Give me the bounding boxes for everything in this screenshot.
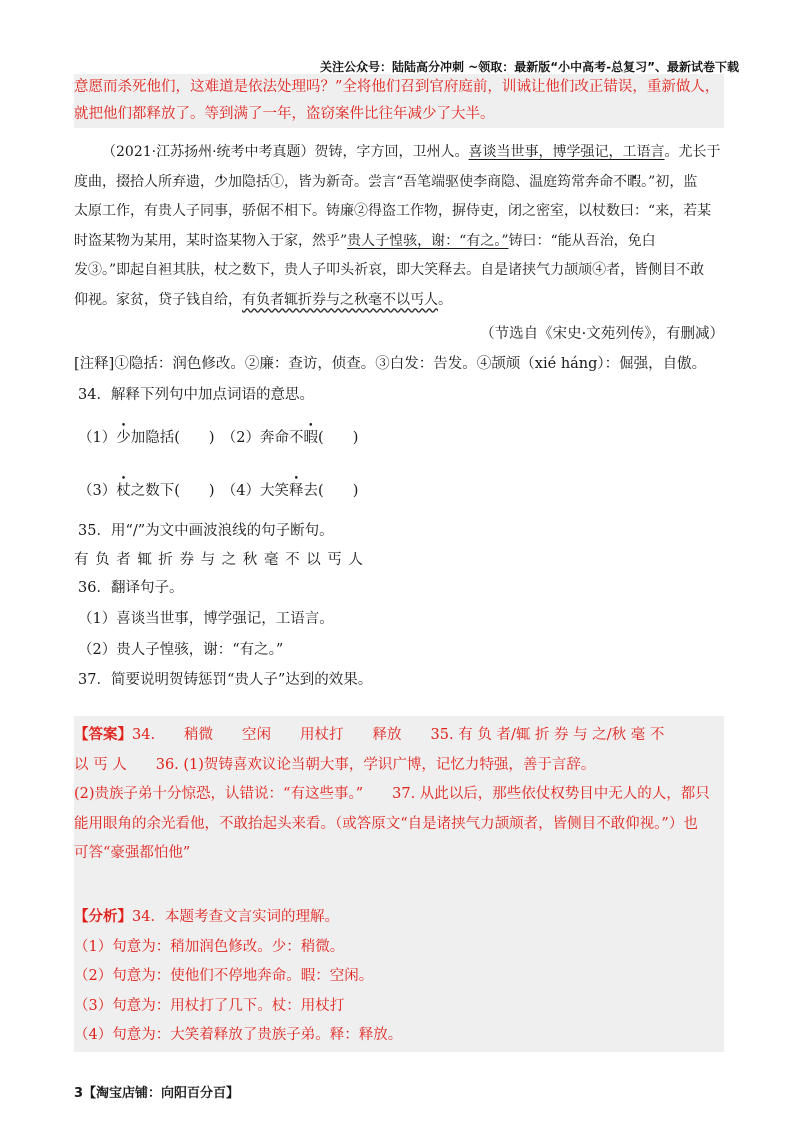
question-34-items-row1 [78, 426, 358, 447]
wavy-underlined-sentence: 有负者辄折券与之秋毫不以丐人 [242, 291, 438, 308]
passage-notes: [注释]①隐括：润色修改。②廉：查访，侦查。③白发：告发。④颉颃（xié háng）：倔强，自傲。 [74, 356, 707, 372]
passage-line [74, 286, 724, 316]
item-text: 去( ) [303, 483, 359, 499]
analysis-line [74, 902, 724, 933]
passage-text: （2021·江苏扬州·统考中考真题）贺铸，字方回，卫州人。 [102, 144, 469, 160]
answer-line: 可答“豪强都怕他” [74, 845, 191, 861]
previous-answer-line: 意愿而杀死他们，这难道是依法处理吗？”全将他们召到官府庭前，训诫让他们改正错误，重新做人， [74, 79, 720, 95]
passage-line [74, 138, 724, 168]
passage-source: （节选自《宋史·文苑列传》，有删减） [480, 326, 724, 342]
passage-text: 。 [438, 291, 452, 308]
item-text: （1） [78, 430, 117, 446]
dotted-word: 杖 [116, 483, 131, 499]
question-34: 34．解释下列句中加点词语的意思。 [78, 387, 314, 403]
passage-text: 时盗某物为某用，某时盗某物入于家，然乎” [74, 232, 348, 249]
analysis-line: （1）句意为：稍加润色修改。少：稍微。 [74, 938, 345, 955]
item-text: ( ) [318, 430, 359, 446]
answer-label: 【答案】 [74, 726, 132, 743]
answer-block [74, 716, 724, 898]
answer-line: 能用眼角的余光看他，不敢抬起头来看。（或答原文“自是诸挟气力颉颃者，皆侧目不敢仰视。”）也 [74, 815, 698, 832]
dotted-word: 暇 [303, 430, 319, 446]
dotted-word: 暇 • [627, 174, 641, 190]
underlined-sentence: 喜谈当世事，博学强记，工语言 [468, 144, 665, 160]
passage-text: 。尤长于 [664, 144, 721, 160]
passage-line: 发③。”即起自袒其肤，杖之数下，贵人子叩头祈哀，即大笑释去。自是诸挟气力颉颃④者，皆侧目不敢 [74, 262, 705, 278]
passage-line [74, 168, 724, 198]
question-35: 35．用“/”为文中画波浪线的句子断句。 [78, 523, 334, 539]
answer-text: 34. 稍微 空闲 用杖打 释放 35. 有 负 者/辄 折 券 与 之/秋 毫 不 [132, 727, 665, 743]
passage-text: 度曲，掇拾人所弃遗， [74, 173, 214, 190]
question-36: 36．翻译句子。 [78, 580, 184, 596]
underlined-sentence: 贵人子惶骇，谢：“有之。” [347, 232, 509, 249]
answer-line [74, 720, 724, 751]
analysis-block [74, 898, 724, 1052]
dotted-word: 少 [116, 430, 131, 446]
passage-text: 铸曰：“能从吾治，免白 [508, 232, 656, 249]
dotted-word: 少 • [214, 174, 228, 190]
question-36-item-1: （1）喜谈当世事，博学强记，工语言。 [78, 611, 334, 627]
question-35-text: 有 负 者 辄 折 券 与 之 秋 毫 不 以 丐 人 [74, 552, 364, 568]
analysis-label: 【分析】 [74, 908, 132, 925]
passage-text: 。”初，监 [641, 173, 698, 190]
item-text: （3） [78, 483, 117, 499]
question-34-items-row2 [78, 479, 358, 500]
analysis-line: （4）句意为：大笑着释放了贵族子弟。释：释放。 [74, 1027, 403, 1043]
analysis-text: 34．本题考查文言实词的理解。 [132, 909, 339, 925]
item-text: 之数下( ) （4）大笑 [130, 483, 290, 499]
passage-line: 太原工作，有贵人子同事，骄倨不相下。铸廉②得盗工作物，摒侍吏，闭之密室，以杖数曰：“来，若某 [74, 203, 712, 219]
previous-answer-block [74, 74, 724, 128]
analysis-line: （2）句意为：使他们不停地奔命。暇：空闲。 [74, 968, 374, 984]
previous-answer-line: 就把他们都释放了。等到满了一年，盗窃案件比往年减少了大半。 [74, 106, 495, 122]
item-text: 加隐括( ) （2）奔命不 [130, 430, 304, 446]
page-footer: 3【淘宝店铺：向阳百分百】 [74, 1086, 240, 1101]
passage-text: 加隐括①，皆为新奇。尝言“吾笔端驱使李商隐、温庭筠常奔命不 [228, 173, 628, 190]
answer-line: 以 丐 人 36. (1)贺铸喜欢议论当朝大事，学识广博，记忆力特强，善于言辞。 [74, 756, 596, 773]
passage-text: 仰视。家贫，贷子钱自给， [74, 291, 242, 308]
question-37: 37．简要说明贺铸惩罚“贵人子”达到的效果。 [78, 672, 373, 688]
answer-line: (2)贵族子弟十分惊恐，认错说：“有这些事。” 37. 从此以后，那些依仗权势目中无人的人，都只 [74, 786, 710, 802]
page-header: 关注公众号：陆陆高分冲刺 ~领取：最新版“小中高考-总复习”、最新试卷下载 [320, 60, 739, 74]
dotted-word: 释 [289, 483, 304, 499]
question-36-item-2: （2）贵人子惶骇，谢：“有之。” [78, 642, 284, 658]
passage-line [74, 227, 724, 257]
classical-passage [74, 138, 724, 315]
analysis-line: （3）句意为：用杖打了几下。杖：用杖打 [74, 997, 345, 1014]
